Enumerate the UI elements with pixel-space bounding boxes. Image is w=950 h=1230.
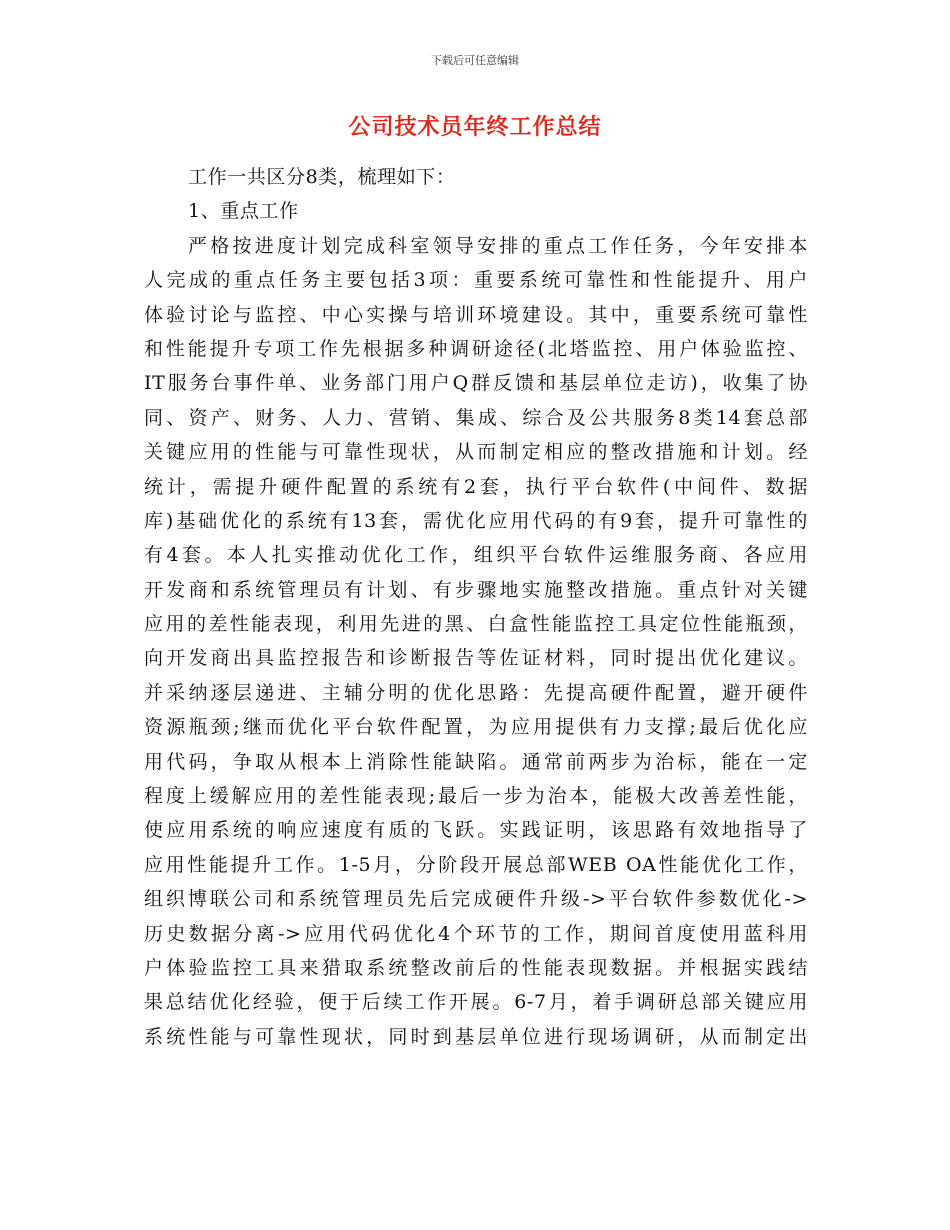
paragraph-line: 使应用系统的响应速度有质的飞跃。实践证明，该思路有效地指导了 (144, 819, 808, 842)
paragraph-line: 应用性能提升工作。1-5月，分阶段开展总部WEB OA性能优化工作， (144, 853, 808, 876)
section-heading: 1、重点工作 (188, 200, 299, 223)
paragraph-line: 开发商和系统管理员有计划、有步骤地实施整改措施。重点针对关键 (144, 578, 808, 601)
paragraph-line: 果总结优化经验，便于后续工作开展。6-7月，着手调研总部关键应用 (144, 991, 808, 1014)
paragraph-line: IT服务台事件单、业务部门用户Q群反馈和基层单位走访)，收集了协 (144, 372, 808, 395)
paragraph-line: 库)基础优化的系统有13套，需优化应用代码的有9套，提升可靠性的 (144, 509, 808, 532)
paragraph-line: 户体验监控工具来猎取系统整改前后的性能表现数据。并根据实践结 (144, 956, 808, 979)
paragraph-line: 严格按进度计划完成科室领导安排的重点工作任务，今年安排本 (188, 234, 808, 257)
paragraph-line: 同、资产、财务、人力、营销、集成、综合及公共服务8类14套总部 (144, 406, 808, 429)
paragraph-line: 关键应用的性能与可靠性现状，从而制定相应的整改措施和计划。经 (144, 441, 808, 464)
paragraph-line: 组织博联公司和系统管理员先后完成硬件升级->平台软件参数优化-> (144, 888, 808, 911)
page-title: 公司技术员年终工作总结 (348, 115, 602, 140)
paragraph-line: 并采纳逐层递进、主辅分明的优化思路：先提高硬件配置，避开硬件 (144, 681, 808, 704)
paragraph-line: 统计，需提升硬件配置的系统有2套，执行平台软件(中间件、数据 (144, 475, 808, 498)
paragraph-line: 历史数据分离->应用代码优化4个环节的工作，期间首度使用蓝科用 (144, 922, 808, 945)
paragraph-line: 程度上缓解应用的差性能表现;最后一步为治本，能极大改善差性能， (144, 785, 808, 808)
paragraph-line: 体验讨论与监控、中心实操与培训环境建设。其中，重要系统可靠性 (144, 303, 808, 326)
header-note: 下载后可任意编辑 (431, 54, 519, 67)
body-text (144, 160, 808, 1054)
paragraph-line: 资源瓶颈;继而优化平台软件配置，为应用提供有力支撑;最后优化应 (144, 716, 808, 739)
paragraph-line: 应用的差性能表现，利用先进的黑、白盒性能监控工具定位性能瓶颈， (144, 613, 808, 636)
paragraph-line: 用代码，争取从根本上消除性能缺陷。通常前两步为治标，能在一定 (144, 750, 808, 773)
paragraph-line: 系统性能与可靠性现状，同时到基层单位进行现场调研，从而制定出 (144, 1025, 808, 1048)
paragraph-line: 人完成的重点任务主要包括3项：重要系统可靠性和性能提升、用户 (144, 269, 808, 292)
paragraph-line: 和性能提升专项工作先根据多种调研途径(北塔监控、用户体验监控、 (144, 337, 808, 360)
paragraph-line: 有4套。本人扎实推动优化工作，组织平台软件运维服务商、各应用 (144, 544, 808, 567)
paragraph-line: 工作一共区分8类，梳理如下： (188, 166, 456, 188)
paragraph-line: 向开发商出具监控报告和诊断报告等佐证材料，同时提出优化建议。 (144, 647, 808, 670)
